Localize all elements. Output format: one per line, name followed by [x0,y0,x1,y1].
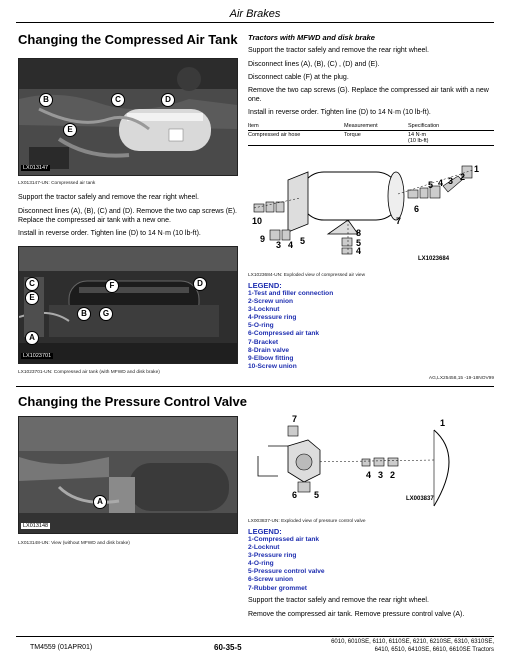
diagram1-label-8: 8 [356,228,362,238]
legend1-title: LEGEND: [248,281,282,290]
legend1-item-3: 3-Locknut [248,306,280,314]
diagram1-label-2: 2 [460,172,466,182]
diagram1-caption: LX1023684-UN: Exploded view of compressed air view [248,273,366,278]
photo1-callout-b: B [39,93,53,107]
footer-models-line-1: 6010, 6010SE, 6110, 6110SE, 6210, 6210SE, 6310, 6310SE, [331,639,494,645]
photo2-illustration [19,247,237,363]
diagram2-label-5: 5 [314,490,320,500]
diagram1-label-5b: 5 [300,236,306,246]
photo-air-tank-mfwd [18,246,238,364]
valve-exploded-drawing [248,416,494,516]
diagram2-label-1: 1 [440,418,446,428]
mfwd-step-3: Disconnect cable (F) at the plug. [248,74,349,81]
legend2-title: LEGEND: [248,527,282,536]
legend1-item-2: 2-Screw union [248,298,294,306]
diagram2-label-6: 6 [292,490,298,500]
running-header: Air Brakes [229,8,281,20]
diagram1-label-5c: 5 [356,238,362,248]
photo2-callout-c: C [25,277,39,291]
section1-reference: AG,LX25458,15 -19-18NOV99 [428,376,494,381]
legend1-item-8: 8-Drain valve [248,346,290,354]
footer-doc-number: TM4559 (01APR01) [30,644,93,651]
legend1-item-10: 10-Screw union [248,362,297,370]
diagram-pressure-control-valve [248,416,494,516]
photo2-callout-b: B [77,307,91,321]
diagram-air-tank-exploded [248,150,494,268]
air-tank-step-3: Install in reverse order. Tighten line (D) to 14 N·m (10 lb-ft). [18,230,201,237]
legend1-item-4: 4-Pressure ring [248,314,297,322]
diagram1-label-3: 3 [448,176,454,186]
legend1-item-1: 1-Test and filler connection [248,290,334,297]
diagram1-label-4c: 4 [356,246,362,256]
diagram2-label-2: 2 [390,470,396,480]
diagram2-label-3: 3 [378,470,384,480]
diagram2-id: LX003837 [406,496,434,502]
photo2-callout-f: F [105,279,119,293]
footer-page-number: 60-35-5 [214,643,242,652]
legend1-item-5: 5-O-ring [248,322,274,330]
photo2-id: LX1023701 [23,353,52,359]
mfwd-step-2: Disconnect lines (A), (B), (C) , (D) and (E). [248,61,380,68]
legend2-item-3: 3-Pressure ring [248,552,297,560]
legend2-item-1: 1-Compressed air tank [248,536,320,543]
footer-models-line-2: 6410, 6510, 6410SE, 6610, 6610SE Tractors [374,647,494,653]
photo1-callout-e: E [63,123,77,137]
photo2-callout-a: A [25,331,39,345]
air-tank-exploded-drawing [248,150,494,268]
footer-rule [16,636,494,637]
diagram1-id: LX1023684 [418,256,450,262]
diagram1-label-4b: 4 [288,240,294,250]
diagram1-label-9: 9 [260,234,266,244]
mfwd-subtitle: Tractors with MFWD and disk brake [248,33,375,42]
photo2-callout-d: D [193,277,207,291]
diagram2-label-4: 4 [366,470,372,480]
diagram1-label-4: 4 [438,178,444,188]
diagram2-caption: LX003837-UN: Exploded view of pressure control valve [248,519,366,524]
valve-step-2: Remove the compressed air tank. Remove pressure control valve (A). [248,611,465,618]
diagram1-label-7: 7 [396,216,402,226]
mfwd-step-1: Support the tractor safely and remove the rear right wheel. [248,47,429,54]
spec-cell-item: Compressed air hose [248,132,301,138]
legend2-item-7: 7-Rubber grommet [248,584,307,592]
legend2-list [248,536,448,593]
spec-header-specification: Specification [408,123,440,129]
legend1-item-9: 9-Elbow fitting [248,354,294,362]
legend1-list [248,290,448,371]
air-tank-step-2: Disconnect lines (A), (B), (C) and (D). Remove the two cap screws (E). Replace the compressed air tank with a new one. [18,208,238,224]
spec-cell-measurement: Torque [344,132,361,138]
air-tank-step-1: Support the tractor safely and remove the rear right wheel. [18,194,199,201]
section-title-pressure-control-valve: Changing the Pressure Control Valve [18,394,247,409]
photo3-caption: LX013148-UN: View (without MFWD and disk brake) [18,541,130,546]
diagram2-label-7: 7 [292,414,298,424]
mfwd-step-5: Install in reverse order. Tighten line (D) to 14 N·m (10 lb-ft). [248,109,431,116]
photo-compressed-air-tank [18,58,238,176]
mfwd-step-4: Remove the two cap screws (G). Replace the compressed air tank with a new one. [248,87,489,103]
diagram1-label-1: 1 [474,164,480,174]
photo1-illustration [19,59,237,175]
spec-header-item: Item [248,123,259,129]
photo1-id: LX013147 [23,165,49,171]
photo3-callout-a: A [93,495,107,509]
spec-value-metric: 14 N·m [408,132,427,138]
diagram1-label-10: 10 [252,216,263,226]
legend1-item-6: 6-Compressed air tank [248,330,320,338]
photo1-callout-d: D [161,93,175,107]
legend1-item-7: 7-Bracket [248,338,279,346]
photo2-callout-g: G [99,307,113,321]
diagram1-label-3b: 3 [276,240,282,250]
legend2-item-4: 4-O-ring [248,560,274,568]
photo2-callout-e: E [25,291,39,305]
photo-pressure-control-valve [18,416,238,534]
diagram1-label-6: 6 [414,204,420,214]
photo3-illustration [19,417,237,533]
photo2-caption: LX1023701-UN: Compressed air tank (with MFWD and disk brake) [18,370,160,375]
legend2-item-6: 6-Screw union [248,576,294,584]
spec-cell-specification [408,131,494,146]
spec-value-imperial: (10 lb-ft) [408,138,429,144]
header-rule [16,22,494,23]
valve-step-1: Support the tractor safely and remove the rear right wheel. [248,597,429,604]
legend2-item-2: 2-Locknut [248,544,280,552]
photo3-id: LX013148 [23,523,49,529]
diagram1-label-5: 5 [428,180,434,190]
legend2-item-5: 5-Pressure control valve [248,568,325,576]
section-title-air-tank: Changing the Compressed Air Tank [18,32,238,47]
spec-header-measurement: Measurement [344,123,378,129]
spec-table [248,122,494,146]
section-divider [16,386,494,387]
photo1-caption: LX013147-UN: Compressed air tank [18,181,96,186]
photo1-callout-c: C [111,93,125,107]
